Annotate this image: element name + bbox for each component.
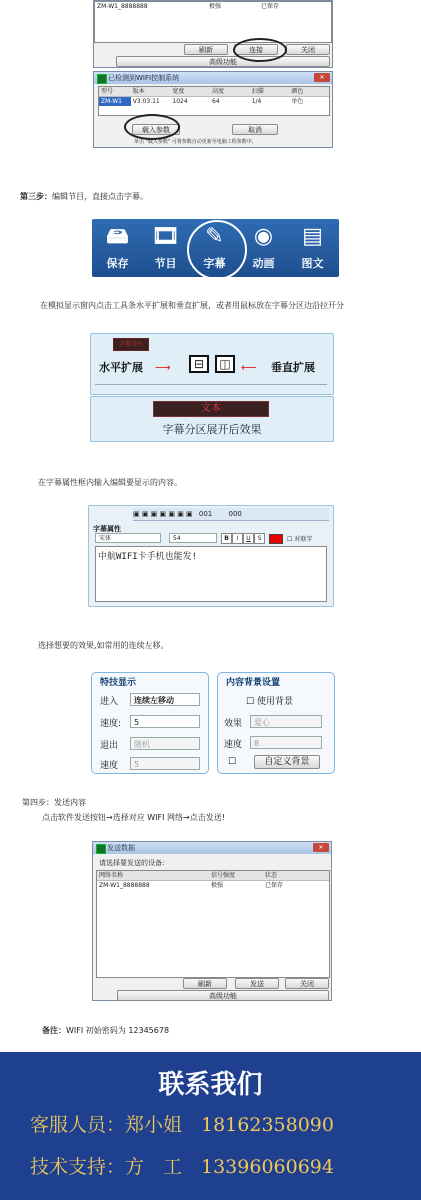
signal-strength: 极强	[209, 3, 222, 10]
align-icons[interactable]: ▣ ▣ ▣ ▣ ▣ ▣ ▣	[133, 510, 193, 518]
custom-bg-button[interactable]: 自定义背景	[254, 755, 320, 769]
attr-toolbar	[133, 508, 329, 521]
expanded-zone-sample: 文本	[153, 401, 269, 417]
pen-icon: ✎	[205, 224, 224, 249]
pair-label: 对联字	[294, 536, 313, 543]
advanced-button[interactable]: 高级功能	[116, 56, 330, 67]
counter-first[interactable]: 001	[198, 510, 213, 518]
send-window	[92, 841, 332, 1001]
content-textarea[interactable]: 中航WIFI卡手机也能发!	[95, 546, 327, 602]
expand-toolbar-panel	[90, 333, 334, 395]
horizontal-expand-icon[interactable]: ⊟	[189, 355, 209, 373]
effect-label: 效果	[224, 719, 243, 729]
refresh-button[interactable]: 刷新	[183, 978, 227, 989]
app-icon	[96, 844, 106, 854]
speed-label: 速度:	[100, 719, 122, 729]
enter-label: 进入	[100, 697, 119, 707]
param-table	[98, 86, 330, 116]
cell: 1024	[172, 98, 188, 105]
size-select[interactable]: 54	[169, 533, 217, 543]
cell: 64	[212, 98, 220, 105]
color-swatch[interactable]	[269, 534, 283, 544]
send-button[interactable]: 发送	[235, 978, 279, 989]
expanded-preview-panel	[90, 396, 334, 442]
network-table	[96, 870, 330, 978]
effect-title: 特技显示	[100, 678, 137, 688]
toolbar-label: 节目	[154, 257, 177, 270]
step4-heading	[22, 797, 86, 808]
highlight-circle	[187, 220, 247, 280]
step-text: 发送内容	[54, 798, 86, 807]
speed2-label: 速度	[100, 761, 119, 771]
image-text-button[interactable]	[289, 219, 336, 277]
highlight-circle	[124, 114, 180, 140]
exit-label: 退出	[100, 741, 119, 751]
enter-select[interactable]: 连续左移动	[130, 693, 200, 706]
window-title-bar	[94, 72, 332, 84]
horizontal-expand-label: 水平扩展	[99, 361, 143, 374]
contact-footer	[0, 1052, 421, 1200]
effect-instruction: 选择想要的效果,如常用的连续左移。	[38, 641, 169, 650]
font-select[interactable]: 宋体	[95, 533, 161, 543]
toolbar-label: 动画	[252, 257, 275, 270]
vertical-expand-label: 垂直扩展	[271, 361, 315, 374]
contact-title: 联系我们	[158, 1070, 263, 1100]
col-header: 型号	[101, 88, 114, 95]
cell: 1/4	[251, 98, 262, 105]
attr-instruction: 在字幕属性框内输入编辑要显示的内容。	[38, 478, 182, 487]
network-name: ZM-W1_8888888	[99, 882, 150, 889]
close-button[interactable]: 关闭	[286, 44, 330, 55]
attr-title: 字幕属性	[93, 525, 121, 533]
film-icon: 🎞	[151, 224, 180, 249]
cell: V3.03.11	[132, 98, 160, 105]
save-button[interactable]	[94, 219, 141, 277]
col-header: 高度	[212, 88, 225, 95]
step3-heading	[20, 191, 148, 202]
col-header: 状态	[265, 872, 278, 879]
col-header: 信号强度	[211, 872, 236, 879]
send-instruction: 点击软件发送按钮→选择对应 WIFI 网络→点击发送!	[42, 813, 225, 822]
animation-button[interactable]	[240, 219, 287, 277]
param-window	[93, 71, 333, 148]
window-title: 发送数据	[107, 844, 135, 852]
device-prompt: 请选择要发送的设备:	[99, 859, 165, 867]
connect-button[interactable]: 连接	[234, 44, 278, 55]
customer-service-line: 客服人员：郑小姐 18162358090	[30, 1114, 334, 1136]
cell: 单色	[291, 98, 304, 105]
close-button[interactable]: 关闭	[285, 978, 329, 989]
speed2-select[interactable]: 5	[130, 757, 200, 770]
disk-icon: 🖴	[106, 224, 129, 249]
background-panel	[217, 672, 335, 774]
speed3-select[interactable]: 8	[250, 736, 322, 749]
strike-button[interactable]: S	[254, 533, 265, 544]
speed-select[interactable]: 5	[130, 715, 200, 728]
reel-icon: ◉	[253, 224, 274, 249]
toolbar-label: 保存	[106, 257, 129, 270]
subtitle-attr-panel	[88, 505, 334, 607]
col-header: 网络名称	[99, 872, 124, 879]
expand-instruction: 在模拟显示窗内点击工具条水平扩展和垂直扩展，或者用鼠标放在字幕分区边沿拉开分	[40, 301, 344, 310]
counter-second[interactable]: 000	[228, 510, 242, 518]
tech-support-line: 技术支持：方 工 13396060694	[30, 1156, 334, 1178]
close-icon[interactable]: ✕	[313, 843, 329, 852]
toolbar-label: 图文	[301, 257, 324, 270]
cell: ZM-W1	[99, 97, 131, 106]
network-name: ZM-W1_8888888	[97, 3, 148, 10]
underline-button[interactable]: U	[243, 533, 254, 544]
document-icon: ▤	[302, 224, 323, 249]
mini-toolbar	[95, 384, 327, 385]
use-bg-label: 使用背景	[256, 697, 293, 707]
window-title: 已检测到WIFI控制系统	[108, 74, 180, 82]
bg-effect-select[interactable]: 爱心	[250, 715, 322, 728]
arrow-left-icon: ⟵	[241, 361, 257, 374]
signal-strength: 极强	[211, 882, 224, 889]
arrow-right-icon: ⟶	[155, 361, 171, 374]
exit-select[interactable]: 随机	[130, 737, 200, 750]
table-row[interactable]	[95, 2, 331, 11]
remark-text: WIFI 初始密码为 12345678	[66, 1026, 170, 1035]
custom-bg-checkbox[interactable]: ☐	[228, 757, 237, 767]
col-header: 版本	[132, 88, 145, 95]
pair-checkbox[interactable]: ☐ 对联字	[287, 536, 313, 543]
load-params-button[interactable]: 载入参数	[132, 124, 180, 135]
effect-panel	[91, 672, 209, 774]
step-label: 第四步：	[22, 798, 54, 807]
hint-text: 单击 "载入参数" 可将参数自动更新至电脑工程参数中。	[134, 139, 257, 145]
col-header: 宽度	[172, 88, 185, 95]
bold-button[interactable]: B	[221, 533, 232, 544]
program-button[interactable]	[142, 219, 189, 277]
expanded-caption: 字幕分区展开后效果	[162, 423, 262, 436]
background-title: 内容背景设置	[226, 678, 281, 688]
step-text: 编辑节目，直接点击字幕。	[52, 192, 148, 201]
window-title-bar	[93, 842, 331, 854]
status: 已保存	[265, 882, 284, 889]
col-header: 颜色	[291, 88, 304, 95]
col-header: 扫描	[251, 88, 264, 95]
toolbar-label: 字幕	[203, 257, 226, 270]
italic-button[interactable]: I	[232, 533, 243, 544]
remark	[42, 1025, 169, 1036]
advanced-button[interactable]: 高级功能	[117, 990, 329, 1001]
cancel-button[interactable]: 取消	[232, 124, 278, 135]
subtitle-zone-sample: 字幕分区	[113, 338, 149, 351]
refresh-button[interactable]: 刷新	[184, 44, 228, 55]
use-bg-checkbox[interactable]: ☐ 使用背景	[246, 697, 293, 707]
status: 已保存	[261, 3, 280, 10]
wifi-list-window	[93, 0, 333, 68]
remark-label: 备注：	[42, 1026, 66, 1035]
speed3-label: 速度	[224, 740, 243, 750]
vertical-expand-icon[interactable]: ◫	[215, 355, 235, 373]
close-icon[interactable]: ✕	[314, 73, 330, 82]
table-row[interactable]	[99, 97, 329, 106]
app-icon	[97, 74, 107, 84]
step-label: 第三步：	[20, 192, 52, 201]
table-row[interactable]	[97, 881, 329, 890]
network-table	[94, 1, 332, 43]
highlight-circle	[233, 38, 287, 62]
